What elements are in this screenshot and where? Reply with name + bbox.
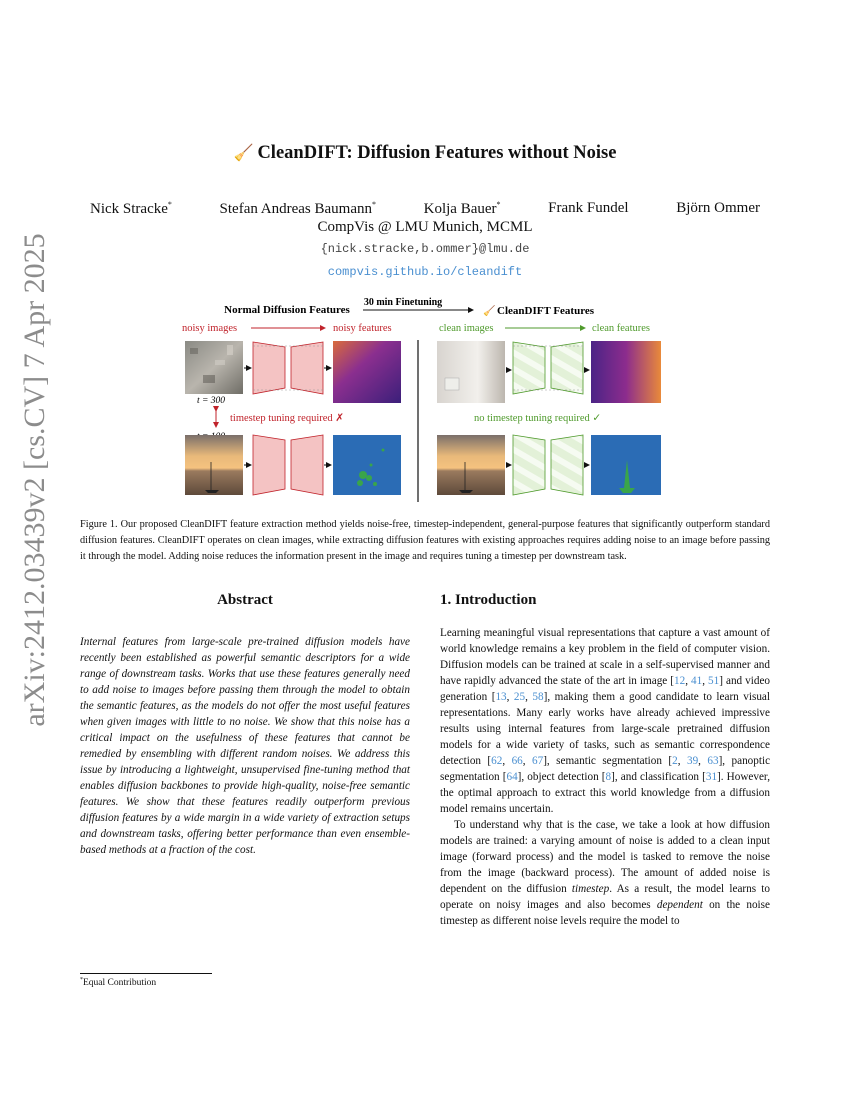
no-timestep-label: no timestep tuning required ✓: [474, 413, 602, 424]
intro-heading: 1. Introduction: [440, 592, 537, 608]
decoder-block: [291, 435, 323, 495]
citation-link[interactable]: 62: [491, 755, 503, 767]
finetuned-decoder-block: [551, 435, 583, 495]
timestep-required-label: timestep tuning required ✗: [230, 413, 345, 424]
finetuned-encoder-block: [513, 435, 545, 495]
affiliation: CompVis @ LMU Munich, MCML: [317, 219, 533, 235]
intro-paragraph: To understand why that is the case, we take a look at how diffusion models are trained: a varying amount of noise is added to a clean input image (forward process) and the model is tasked to remove the noise from the image (backward process). The amount of added noise is dependent on the diffusion timestep. As a result, the model learns to operate on noisy images and also becomes dependent on the noise timestep as different noise levels require the model to: [440, 819, 770, 927]
citation-link[interactable]: 51: [708, 675, 720, 687]
noisy-features-label: noisy features: [333, 323, 392, 334]
citation-link[interactable]: 31: [705, 771, 718, 783]
teaser-figure: [175, 290, 675, 505]
finetuned-decoder-block: [551, 342, 583, 394]
left-header: Normal Diffusion Features: [224, 304, 350, 316]
citation-link[interactable]: 13: [495, 691, 507, 703]
encoder-block: [253, 435, 285, 495]
noisy-feature-map: [333, 341, 401, 403]
finetuned-encoder-block: [513, 342, 545, 394]
footnote-rule: [80, 973, 212, 974]
citation-link[interactable]: 39: [686, 755, 699, 767]
right-header: CleanDIFT Features: [497, 305, 595, 317]
paper-title: 🧹 CleanDIFT: Diffusion Features without Noise: [233, 143, 617, 163]
clean-features-label: clean features: [592, 323, 651, 334]
author: Frank Fundel: [548, 200, 629, 216]
citation-link[interactable]: 25: [513, 691, 526, 703]
citation-link[interactable]: 66: [511, 755, 523, 767]
author: Kolja Bauer*: [423, 200, 501, 217]
sunset-input-image: [185, 435, 243, 495]
decoder-block: [291, 342, 323, 394]
citation-link[interactable]: 63: [707, 755, 719, 767]
noisy-images-label: noisy images: [182, 323, 238, 334]
citation-link[interactable]: 41: [691, 675, 703, 687]
abstract-heading: Abstract: [217, 592, 273, 608]
clean-feature-map: [591, 341, 661, 403]
figure-caption: Figure 1. Our proposed CleanDIFT feature extraction method yields noise-free, timestep-independent, general-purpose features that significantly outperform standard diffusion features. CleanDIFT operates on clean images, while extracting diffusion features with existing approaches requires adding noise to an image before passing it through the model. Adding noise reduces the information present in the image and requires tuning a timestep per downstream task.: [80, 519, 770, 562]
citation-link[interactable]: 2: [672, 755, 678, 767]
citation-link[interactable]: 64: [506, 771, 518, 783]
intro-text: [440, 625, 770, 929]
encoder-block: [253, 342, 285, 394]
author: Stefan Andreas Baumann*: [219, 200, 376, 217]
author: Björn Ommer: [676, 200, 760, 216]
citation-link[interactable]: 58: [532, 691, 544, 703]
author-list: [90, 200, 760, 218]
t300-label: t = 300: [197, 396, 226, 406]
clean-sunset-image: [437, 435, 505, 495]
clean-input-image: [437, 341, 505, 403]
project-link[interactable]: compvis.github.io/cleandift: [327, 265, 523, 279]
citation-link[interactable]: 67: [532, 755, 544, 767]
citation-link[interactable]: 8: [605, 771, 612, 783]
broom-icon: 🧹: [233, 145, 254, 162]
broom-icon: 🧹: [483, 306, 496, 317]
abstract-text: Internal features from large-scale pre-trained diffusion models have recently been established as powerful semantic descriptors for a wide range of downstream tasks. Works that use these features generally need to add noise to images before passing them through the model to obtain the semantic features, as the models do not offer the most useful features when given images with little to no noise. We show that this noise has a critical impact on the usefulness of these features that cannot be remedied by ensembling with different random noises. We address this issue by introducing a lightweight, unsupervised fine-tuning method that enables diffusion backbones to provide high-quality, noise-free semantic features. We show that these features readily outperform previous diffusion features by a wide margin in a wide variety of extraction setups and downstream tasks, offering better performance than even ensemble-based methods at a fraction of the cost.: [80, 636, 410, 856]
intro-paragraph: Learning meaningful visual representations that capture a vast amount of world knowledge remains a key problem in the field of computer vision. Diffusion models can be trained at scale in a self-supervised manner and have rapidly advanced the state of the art in image [12, 41, 51] and video generation [13, 25, 58], making them a good candidate to learn visual representations. Many early works have already achieved impressive results using internal features from large-scale pretrained diffusion models for a wide variety of tasks, such as semantic correspondence detection [62, 66, 67], semantic segmentation [2, 39, 63], panoptic segmentation [64], object detection [8], and classification [31]. However, the optimal approach to extract this world knowledge from a diffusion model remains uncertain.: [440, 627, 771, 815]
noisy-feature-map-2: [333, 435, 401, 495]
clean-images-label: clean images: [439, 323, 494, 334]
author: Nick Stracke*: [90, 200, 172, 217]
arrow-label: 30 min Finetuning: [363, 297, 443, 308]
email: {nick.stracke,b.ommer}@lmu.de: [320, 242, 530, 256]
footnote: *Equal Contribution: [80, 977, 157, 989]
citation-link[interactable]: 12: [674, 675, 686, 687]
arxiv-side-stamp: arXiv:2412.03439v2 [cs.CV] 7 Apr 2025: [18, 233, 51, 727]
